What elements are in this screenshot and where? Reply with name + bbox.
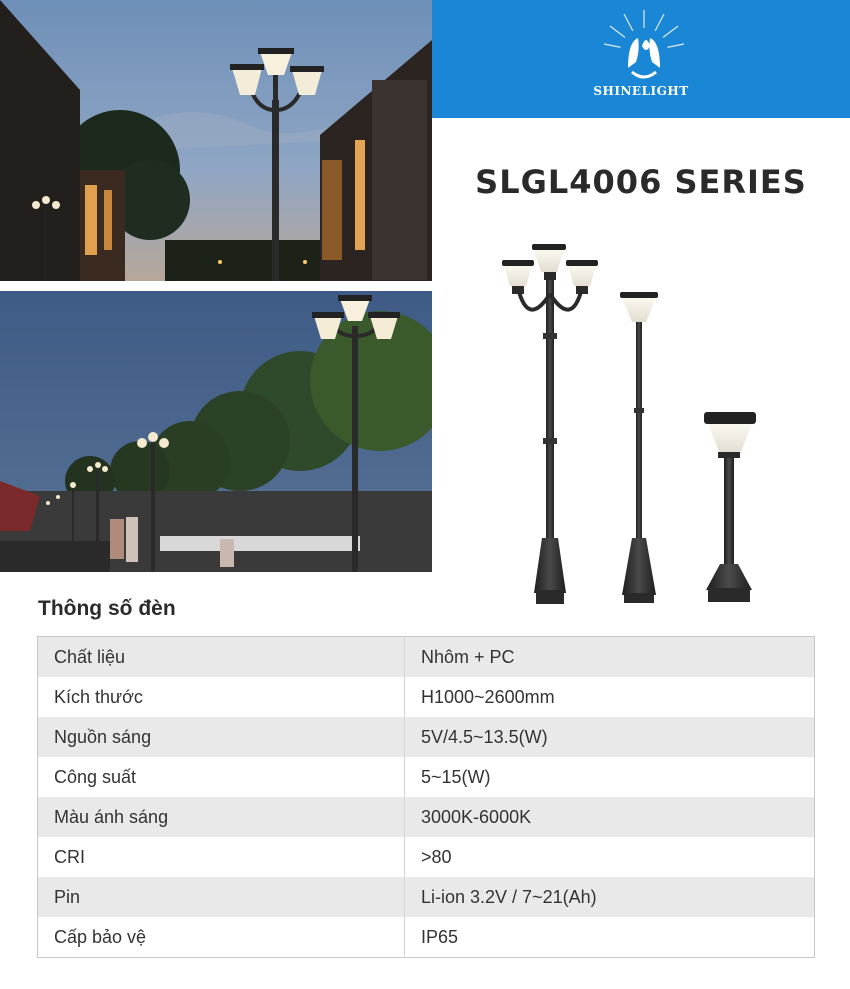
spec-value: 5V/4.5~13.5(W)	[421, 726, 548, 747]
spec-value: Li-ion 3.2V / 7~21(Ah)	[421, 886, 597, 907]
table-row	[38, 837, 814, 877]
spec-label: Kích thước	[38, 677, 405, 717]
spec-label: Pin	[38, 877, 405, 917]
spec-label: Nguồn sáng	[38, 717, 405, 757]
spec-value: Nhôm + PC	[421, 646, 515, 667]
lamp-triple-head	[502, 244, 598, 604]
table-row	[38, 637, 814, 677]
spec-label: Công suất	[38, 757, 405, 797]
series-title: SLGL4006 SERIES	[475, 163, 807, 201]
table-row	[38, 917, 814, 957]
table-row	[38, 797, 814, 837]
table-row	[38, 877, 814, 917]
spec-label: Màu ánh sáng	[38, 797, 405, 837]
spec-value: IP65	[421, 926, 459, 947]
brand-name: SHINELIGHT	[593, 84, 689, 98]
spec-label: Chất liệu	[38, 637, 405, 677]
table-row	[38, 677, 814, 717]
spec-value: H1000~2600mm	[421, 686, 555, 707]
spec-heading: Thông số đèn	[38, 597, 176, 620]
spec-value: >80	[421, 846, 452, 867]
spec-value: 3000K-6000K	[421, 806, 532, 827]
spec-value: 5~15(W)	[421, 766, 491, 787]
table-row	[38, 757, 814, 797]
brand-banner	[432, 0, 850, 118]
lamp-bollard	[704, 412, 756, 602]
spec-table	[37, 636, 815, 958]
lamp-single-head	[620, 292, 658, 603]
spec-label: CRI	[38, 837, 405, 877]
photo-lamp-between-buildings	[0, 0, 432, 281]
spec-label: Cấp bảo vệ	[38, 917, 405, 957]
photo-lamps-in-park	[0, 291, 432, 572]
product-lineup-image	[490, 238, 800, 608]
table-row	[38, 717, 814, 757]
